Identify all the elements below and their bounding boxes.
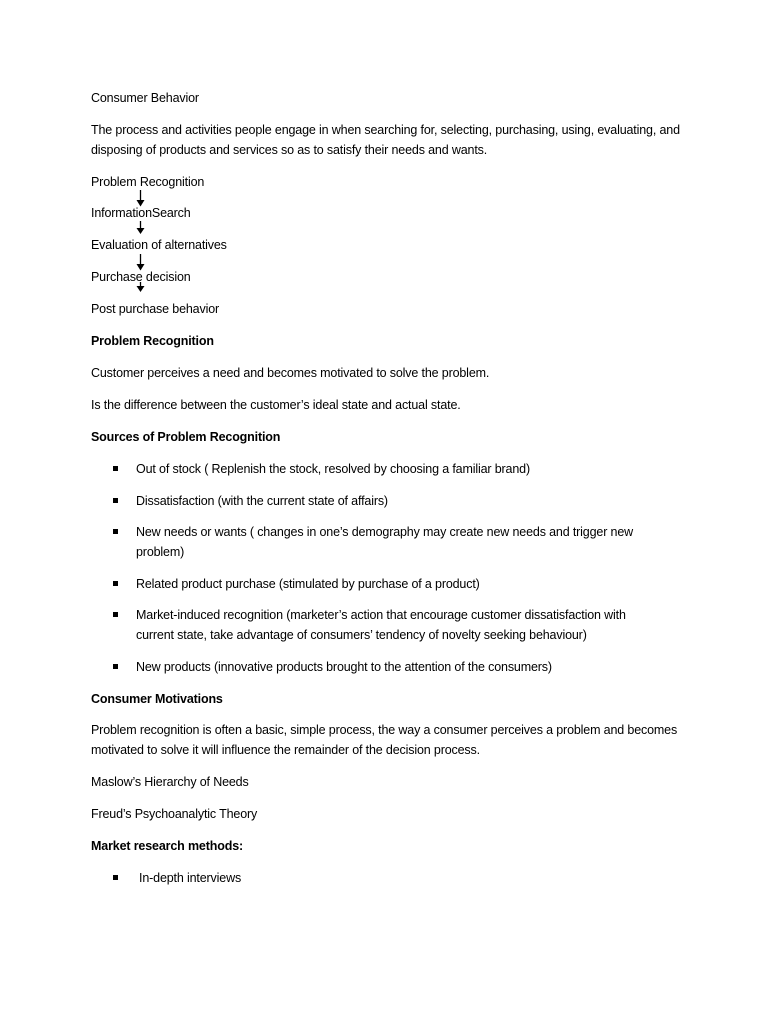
list-item-text: In-depth interviews: [139, 871, 242, 885]
list-item-text: Out of stock ( Replenish the stock, resolved by choosing a familiar brand): [136, 462, 530, 476]
motivations-paragraph: Problem recognition is often a basic, simple process, the way a consumer perceives a problem and becomes motivated to solve it will influence the remainder of the decision process.: [91, 723, 678, 757]
document-title: Consumer Behavior: [91, 91, 199, 105]
square-bullet-icon: [113, 498, 118, 503]
problem-recognition-paragraph-1: Customer perceives a need and becomes motivated to solve the problem.: [91, 366, 490, 380]
process-step-information-search: InformationSearch: [91, 206, 191, 220]
process-step-purchase-decision: Purchase decision: [91, 270, 191, 284]
list-item-text: Related product purchase (stimulated by purchase of a product): [136, 577, 480, 591]
square-bullet-icon: [113, 875, 118, 880]
square-bullet-icon: [113, 612, 118, 617]
freud-line: Freud’s Psychoanalytic Theory: [91, 807, 258, 821]
section-heading-problem-recognition: Problem Recognition: [91, 334, 214, 348]
maslow-line: Maslow’s Hierarchy of Needs: [91, 775, 249, 789]
section-heading-consumer-motivations: Consumer Motivations: [91, 692, 223, 706]
process-step-evaluation: Evaluation of alternatives: [91, 238, 227, 252]
process-step-post-purchase: Post purchase behavior: [91, 302, 220, 316]
problem-recognition-paragraph-2: Is the difference between the customer’s ideal state and actual state.: [91, 398, 461, 412]
down-arrow-icon: [136, 282, 145, 299]
square-bullet-icon: [113, 664, 118, 669]
list-item-text: Market-induced recognition (marketer’s action that encourage customer dissatisfaction with current state, take advantage of consumers’ tendency of novelty seeking behaviour): [136, 608, 626, 642]
section-heading-sources: Sources of Problem Recognition: [91, 430, 281, 444]
square-bullet-icon: [113, 529, 118, 534]
square-bullet-icon: [113, 466, 118, 471]
square-bullet-icon: [113, 581, 118, 586]
definition-paragraph: The process and activities people engage in when searching for, selecting, purchasing, using, evaluating, and disposing of products and services so as to satisfy their needs and wants.: [91, 123, 680, 157]
process-step-problem-recognition: Problem Recognition: [91, 175, 205, 189]
list-item-text: New needs or wants ( changes in one’s demography may create new needs and trigger new problem): [136, 525, 634, 559]
list-item-text: Dissatisfaction (with the current state of affairs): [136, 494, 388, 508]
market-research-heading: Market research methods:: [91, 839, 244, 853]
list-item-text: New products (innovative products brought to the attention of the consumers): [136, 660, 552, 674]
